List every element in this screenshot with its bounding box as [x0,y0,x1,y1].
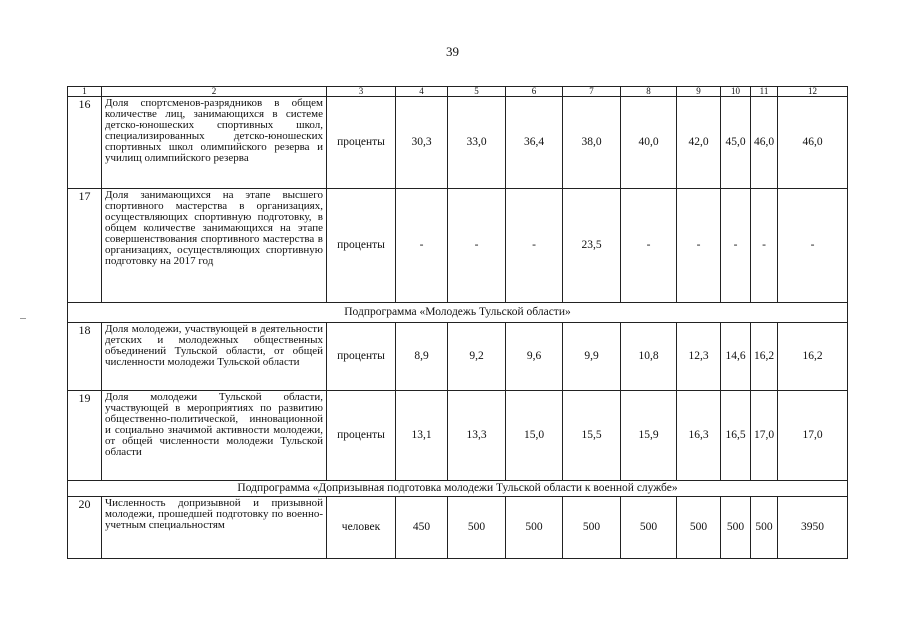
value-cell: - [396,189,448,303]
value-cell: 500 [621,497,677,559]
value-cell: 16,5 [721,391,751,481]
value-cell: - [448,189,506,303]
subprogram-row [68,303,848,323]
value-cell: 500 [751,497,778,559]
column-numbers-row [68,87,848,97]
column-number: 4 [396,87,448,97]
value-cell: 500 [448,497,506,559]
subprogram-title: Подпрограмма «Молодежь Тульской области» [68,303,848,323]
unit-cell: человек [327,497,396,559]
column-number: 10 [721,87,751,97]
indicator-name: Доля спортсменов-разрядников в общем количестве лиц, занимающихся в системе детско-юношеских спортивных школ, специализированных детско-юношеских спортивных школ олимпийского резерва и училищ олимпийского резерва [102,97,327,189]
value-cell: 500 [563,497,621,559]
value-cell: 9,2 [448,323,506,391]
value-cell: 16,3 [677,391,721,481]
value-cell: 13,1 [396,391,448,481]
unit-cell: проценты [327,391,396,481]
indicator-row [68,97,848,189]
value-cell: 9,6 [506,323,563,391]
value-cell: 12,3 [677,323,721,391]
subprogram-title: Подпрограмма «Допризывная подготовка молодежи Тульской области к военной службе» [68,481,848,497]
value-cell: 33,0 [448,97,506,189]
value-cell: 30,3 [396,97,448,189]
value-cell: 17,0 [778,391,848,481]
value-cell: 15,5 [563,391,621,481]
value-cell: 46,0 [778,97,848,189]
page-number: 39 [446,44,459,59]
value-cell: 16,2 [778,323,848,391]
value-cell: - [721,189,751,303]
value-cell: - [677,189,721,303]
indicator-name: Численность допризывной и призывной молодежи, прошедшей подготовку по военно-учетным специальностям [102,497,327,559]
indicator-row [68,323,848,391]
value-cell: 36,4 [506,97,563,189]
column-number: 3 [327,87,396,97]
value-cell: 8,9 [396,323,448,391]
column-number: 11 [751,87,778,97]
value-cell: 17,0 [751,391,778,481]
subprogram-row [68,481,848,497]
indicator-name: Доля занимающихся на этапе высшего спортивного мастерства в организациях, осуществляющих спортивную подготовку, в общем количестве занимающихся на этапе совершенствования спортивного мастерства в организациях, осуществляющих спортивную подготовку на 2017 год [102,189,327,303]
value-cell: 46,0 [751,97,778,189]
value-cell: 23,5 [563,189,621,303]
column-number: 1 [68,87,102,97]
row-number: 17 [68,189,102,303]
column-number: 5 [448,87,506,97]
row-number: 16 [68,97,102,189]
row-number: 18 [68,323,102,391]
value-cell: 40,0 [621,97,677,189]
value-cell: 450 [396,497,448,559]
value-cell: 16,2 [751,323,778,391]
value-cell: 45,0 [721,97,751,189]
value-cell: - [621,189,677,303]
value-cell: 9,9 [563,323,621,391]
indicator-name: Доля молодежи Тульской области, участвующей в мероприятиях по развитию общественно-политической, инновационной и социально значимой активности молодежи, от общей численности молодежи Тульской области [102,391,327,481]
indicator-row [68,497,848,559]
unit-cell: проценты [327,189,396,303]
unit-cell: проценты [327,323,396,391]
value-cell: 38,0 [563,97,621,189]
value-cell: 10,8 [621,323,677,391]
value-cell: 15,9 [621,391,677,481]
value-cell: 500 [721,497,751,559]
row-number: 19 [68,391,102,481]
value-cell: - [751,189,778,303]
value-cell: 15,0 [506,391,563,481]
value-cell: 500 [677,497,721,559]
indicator-row [68,391,848,481]
indicator-row [68,189,848,303]
column-number: 2 [102,87,327,97]
unit-cell: проценты [327,97,396,189]
indicator-name: Доля молодежи, участвующей в деятельности детских и молодежных общественных объединений Тульской области, от общей численности молодежи Тульской области [102,323,327,391]
column-number: 6 [506,87,563,97]
value-cell: 3950 [778,497,848,559]
column-number: 7 [563,87,621,97]
column-number: 8 [621,87,677,97]
row-number: 20 [68,497,102,559]
value-cell: - [506,189,563,303]
value-cell: 14,6 [721,323,751,391]
value-cell: - [778,189,848,303]
column-number: 9 [677,87,721,97]
value-cell: 13,3 [448,391,506,481]
column-number: 12 [778,87,848,97]
value-cell: 500 [506,497,563,559]
indicators-table [67,86,848,559]
value-cell: 42,0 [677,97,721,189]
margin-mark [20,318,26,319]
